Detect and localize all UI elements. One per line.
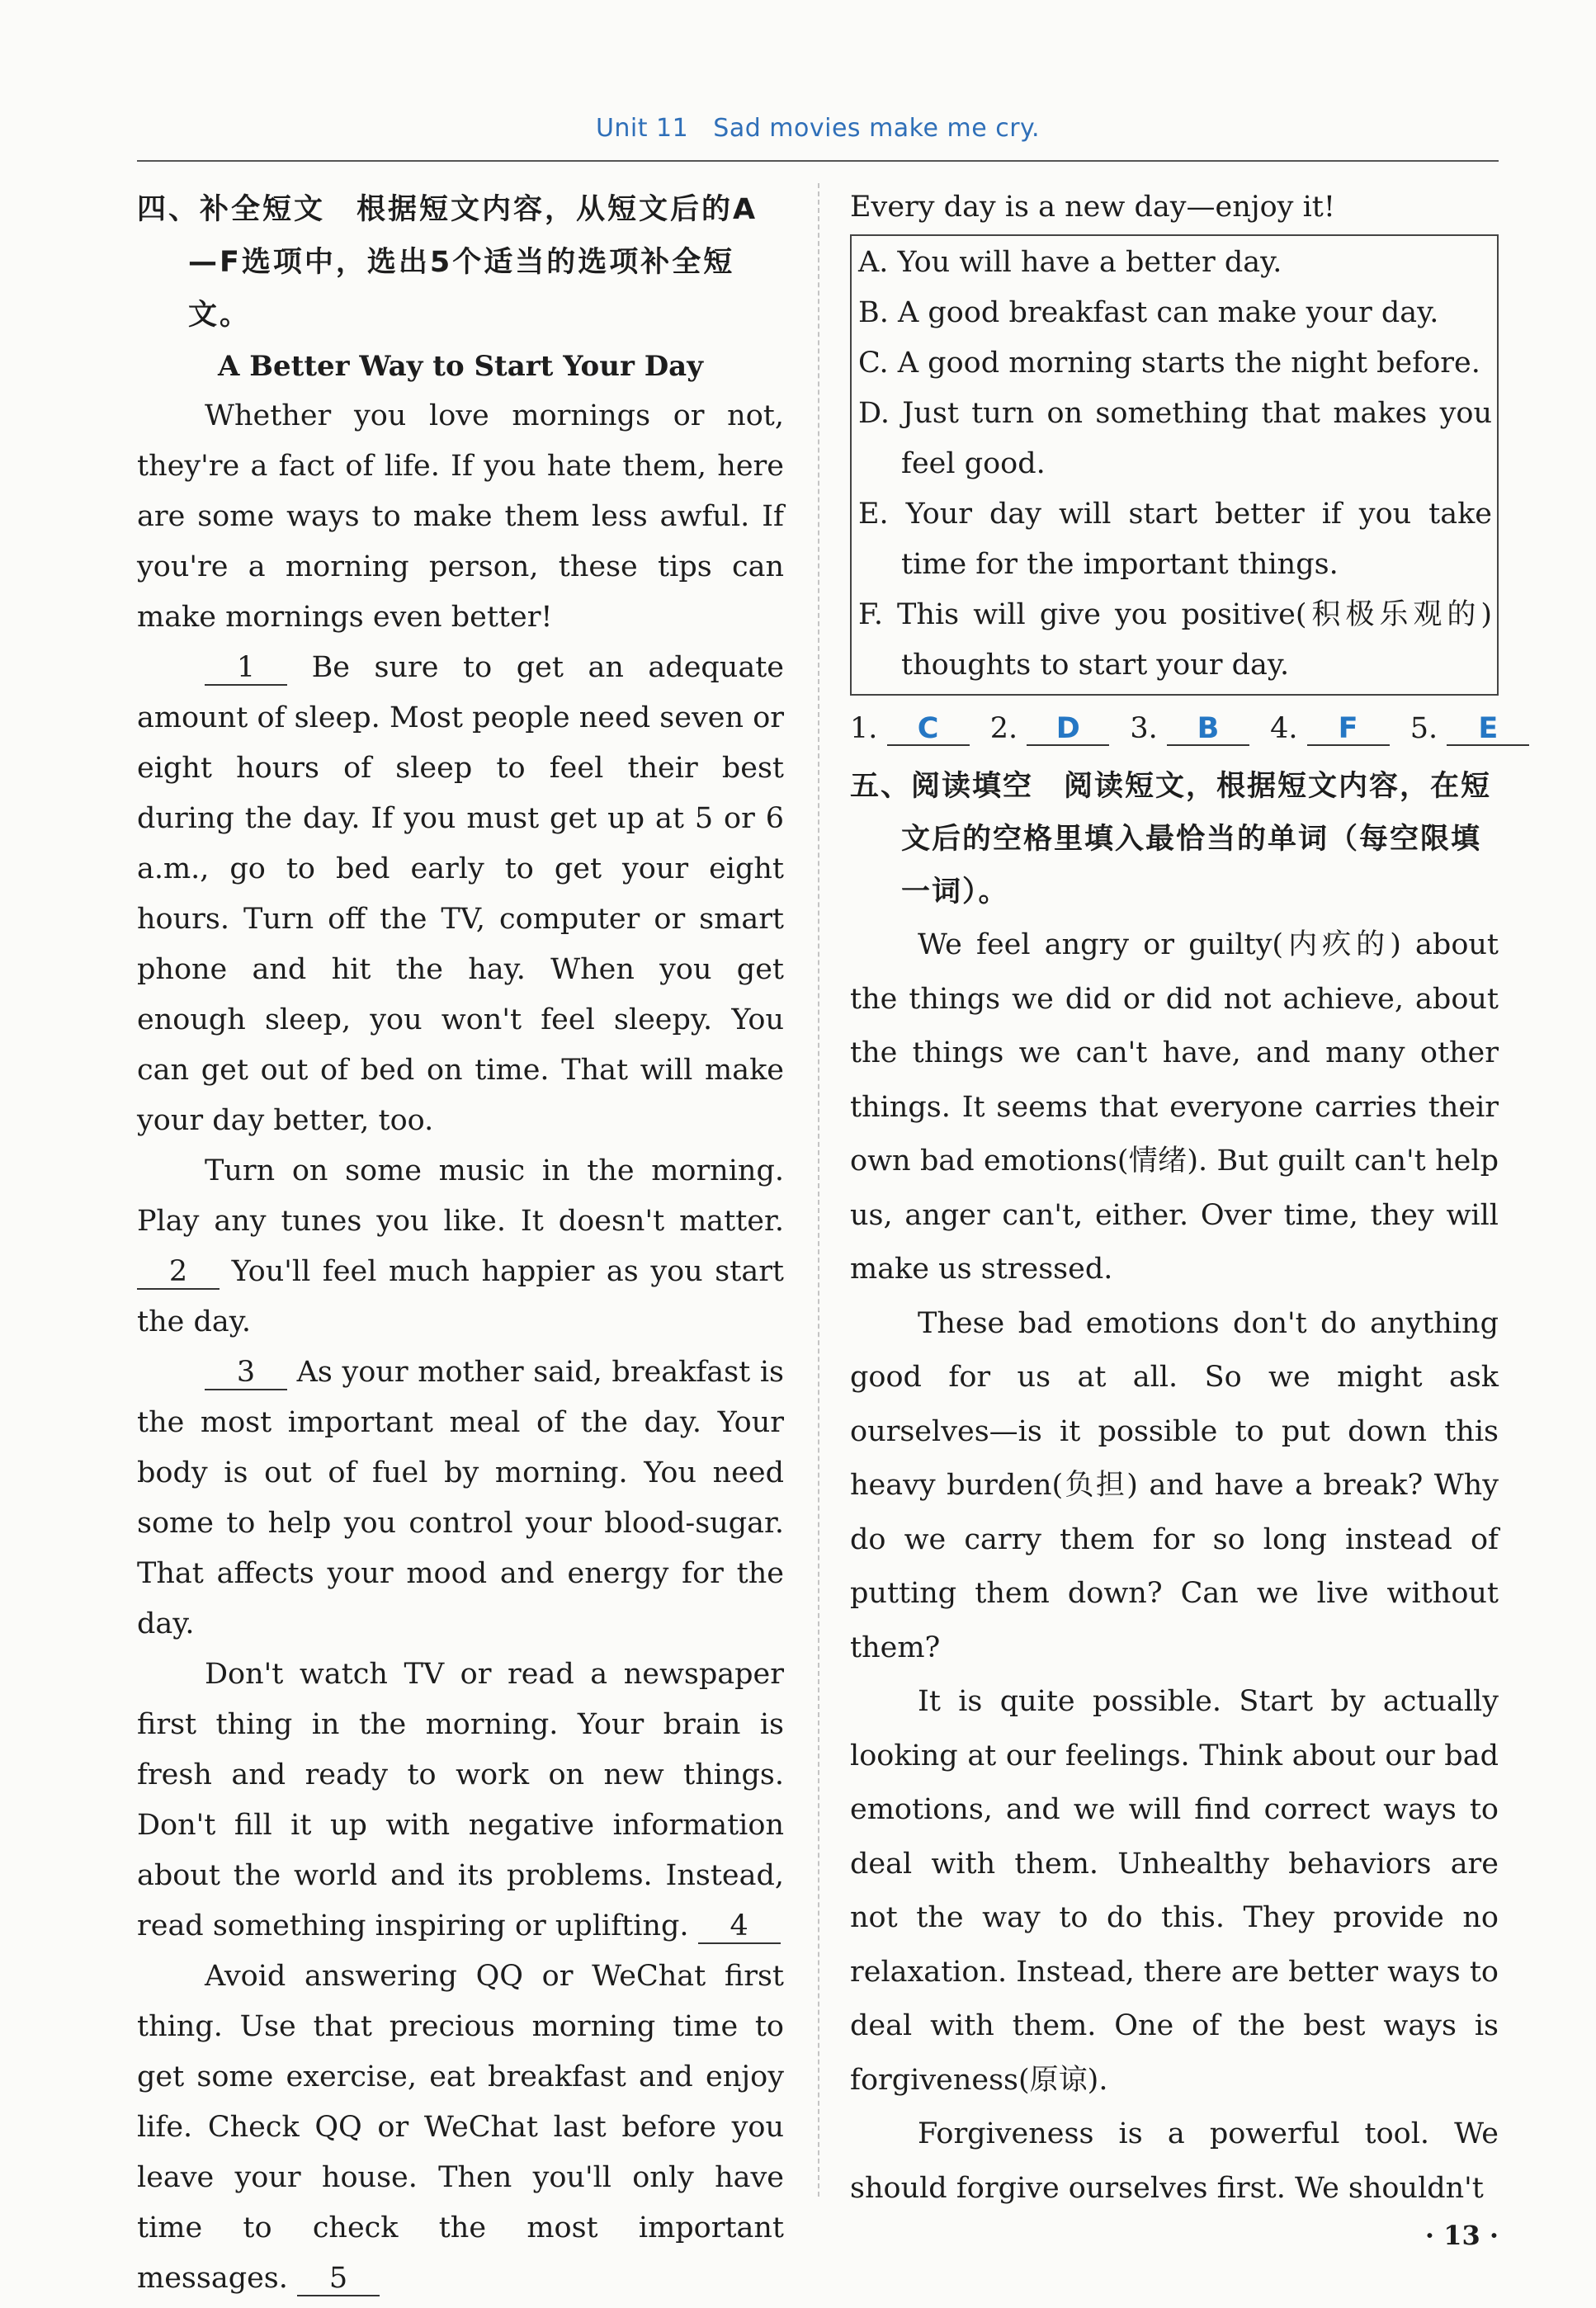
paragraph-3 (137, 1146, 784, 1348)
answer-row (850, 704, 1499, 753)
paragraph-3-text: Turn on some music in the morning. Play any tunes you like. It doesn't matter. (137, 1154, 784, 1238)
s5-paragraph-4: Forgiveness is a powerful tool. We should forgive ourselves first. We shouldn't (850, 2117, 1499, 2205)
unit-label: Unit 11 (595, 114, 689, 143)
answer-number: 2. (989, 712, 1018, 745)
answer-value: C (887, 713, 970, 746)
blank-1: 1 (205, 651, 287, 686)
section-5-title: 五、阅读填空 阅读短文，根据短文内容，在短文后的空格里填入最恰当的单词（每空限填一词）。 (850, 770, 1492, 909)
s5-paragraph-1: We feel angry or guilty(内疚的) about the things we did or did not achieve, about the things we can't have, and many other things. It seems that everyone carries their own bad emotions(情绪). But guilt can't help us, anger can't, either. Over time, they will make us stressed. (850, 928, 1499, 1286)
paragraph-5-text: Don't watch TV or read a newspaper first thing in the morning. Your brain is fresh and ready to work on new things. Don't fill it up with negative information about the world and its problems. Instead, read something inspiring or uplifting. (137, 1658, 784, 1942)
paragraph-6 (137, 1952, 784, 2304)
unit-title: Sad movies make me cry. (713, 114, 1041, 143)
options-box (850, 234, 1499, 696)
blank-3: 3 (205, 1356, 287, 1390)
s5-paragraph-3: It is quite possible. Start by actually looking at our feelings. Think about our bad emotions, and we will find correct ways to deal with them. Unhealthy behaviors are not the way to do this. They provide no relaxation. Instead, there are better ways to deal with them. One of the best ways is forgiveness(原谅). (850, 1685, 1499, 2097)
section-4-title: 四、补全短文 根据短文内容，从短文后的A—F选项中，选出5个适当的选项补全短文。 (137, 193, 758, 332)
passage-title: A Better Way to Start Your Day (218, 350, 703, 383)
paragraph-3-text-b: You'll feel much happier as you start the day. (137, 1255, 784, 1338)
paragraph-2 (137, 643, 784, 1146)
answer-number: 4. (1270, 712, 1298, 745)
answer-number: 1. (850, 712, 878, 745)
answer-number: 5. (1409, 712, 1438, 745)
answer-value: D (1027, 713, 1109, 746)
paragraph-4 (137, 1348, 784, 1650)
blank-4: 4 (698, 1909, 781, 1944)
paragraph-4-text: As your mother said, breakfast is the most important meal of the day. Your body is out of fuel by morning. You need some to help you control your blood-sugar. That affects your mood and energy for the day. (137, 1356, 784, 1640)
right-column (850, 183, 1499, 2216)
option-e: E. Your day will start better if you take time for the important things. (858, 498, 1492, 581)
option-a: A. You will have a better day. (858, 246, 1282, 279)
option-c: C. A good morning starts the night before. (858, 347, 1480, 380)
paragraph-1: Whether you love mornings or not, they're a fact of life. If you hate them, here are some ways to make them less awful. If you're a morning person, these tips can make mornings even better! (137, 399, 784, 634)
blank-2: 2 (137, 1255, 220, 1290)
paragraph-7: Every day is a new day—enjoy it! (850, 191, 1335, 224)
left-column (137, 183, 784, 2304)
page-number: · 13 · (1424, 2220, 1499, 2251)
paragraph-2-text: Be sure to get an adequate amount of sleep. Most people need seven or eight hours of sleep to feel their best during the day. If you must get up at 5 or 6 a.m., go to bed early to get your eight hours. Turn off the TV, computer or smart phone and hit the hay. When you get enough sleep, you won't feel sleepy. You can get out of bed on time. That will make your day better, too. (137, 651, 784, 1137)
option-b: B. A good breakfast can make your day. (858, 296, 1439, 329)
answer-value: F (1307, 713, 1390, 746)
paragraph-5 (137, 1650, 784, 1952)
answer-value: B (1167, 713, 1249, 746)
answer-value: E (1447, 713, 1529, 746)
paragraph-6-text: Avoid answering QQ or WeChat first thing. Use that precious morning time to get some exercise, eat breakfast and enjoy life. Check QQ or WeChat last before you leave your house. Then you'll only have time to check the most important messages. (137, 1960, 784, 2295)
s5-paragraph-2: These bad emotions don't do anything good for us at all. So we might ask ourselves—is it possible to put down this heavy burden(负担) and have a break? Why do we carry them for so long instead of putting them down? Can we live without them? (850, 1306, 1499, 1664)
page-header (137, 114, 1499, 162)
blank-5: 5 (297, 2262, 380, 2296)
answer-number: 3. (1130, 712, 1158, 745)
option-f: F. This will give you positive(积极乐观的) thoughts to start your day. (858, 598, 1492, 682)
column-divider (818, 183, 819, 2197)
option-d: D. Just turn on something that makes you feel good. (858, 397, 1492, 480)
